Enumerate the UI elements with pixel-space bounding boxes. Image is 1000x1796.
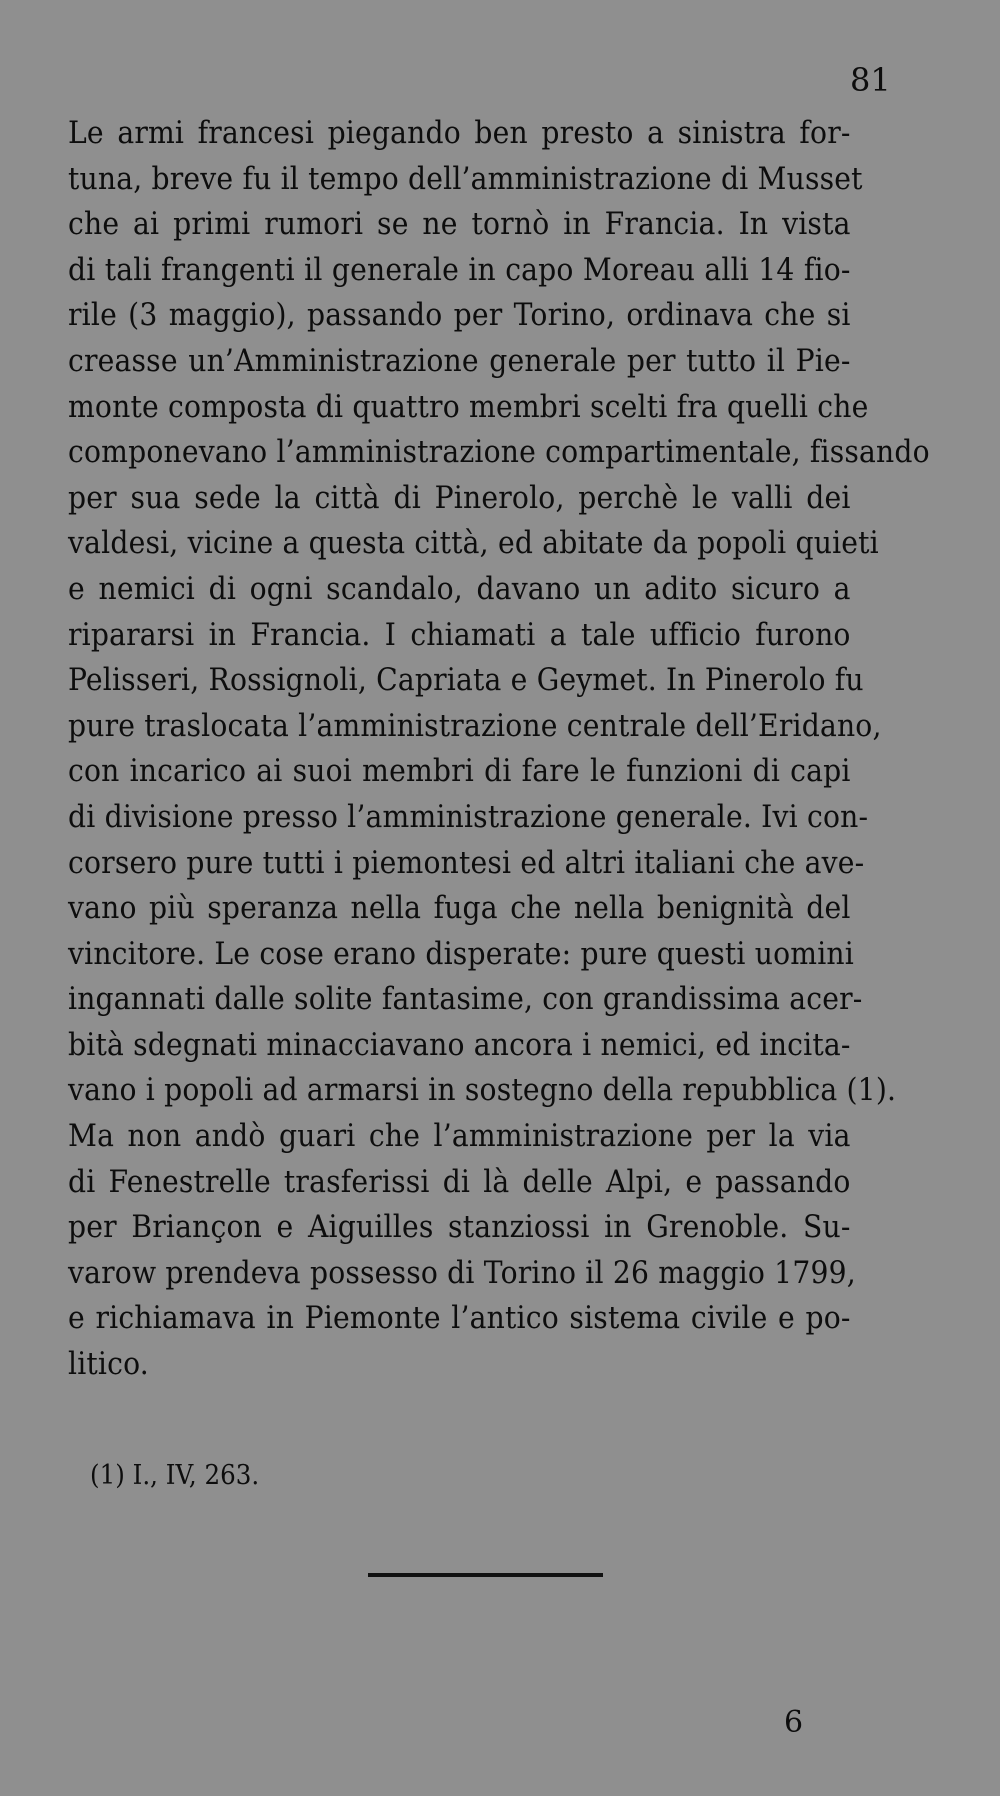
page-number: 81 xyxy=(850,61,891,99)
text-line: di tali frangenti il generale in capo Moreau alli 14 fio- xyxy=(68,251,851,288)
text-line: bità sdegnati minacciavano ancora i nemici, ed incita- xyxy=(68,1026,851,1063)
text-line: Pelisseri, Rossignoli, Capriata e Geymet. In Pinerolo fu xyxy=(68,662,864,699)
text-line: valdesi, vicine a questa città, ed abitate da popoli quieti xyxy=(68,525,879,562)
text-line: vincitore. Le cose erano disperate: pure questi uomini xyxy=(68,935,854,972)
text-line: pure traslocata l’amministrazione centrale dell’Eridano, xyxy=(68,707,882,744)
text-line: creasse un’Amministrazione generale per tutto il Pie- xyxy=(68,342,851,379)
text-line: corsero pure tutti i piemontesi ed altri italiani che ave- xyxy=(68,844,865,881)
text-line: vano più speranza nella fuga che nella benignità del xyxy=(68,890,851,927)
text-line: di divisione presso l’amministrazione generale. Ivi con- xyxy=(68,798,869,835)
text-line: per Briançon e Aiguilles stanziossi in Grenoble. Su- xyxy=(68,1209,851,1246)
text-line: ripararsi in Francia. I chiamati a tale ufficio furono xyxy=(68,616,851,653)
footnote: (1) I., IV, 263. xyxy=(90,1460,260,1491)
separator-rule xyxy=(368,1573,603,1577)
text-line: per sua sede la città di Pinerolo, perchè le valli dei xyxy=(68,479,851,516)
text-line: che ai primi rumori se ne tornò in Francia. In vista xyxy=(68,206,851,243)
signature-mark: 6 xyxy=(784,1705,804,1740)
text-line: componevano l’amministrazione compartimentale, fissando xyxy=(68,434,930,471)
text-line: litico. xyxy=(68,1346,149,1383)
text-line: Le armi francesi piegando ben presto a sinistra for- xyxy=(68,115,851,151)
text-line: tuna, breve fu il tempo dell’amministrazione di Musset xyxy=(68,160,863,197)
text-line: monte composta di quattro membri scelti fra quelli che xyxy=(68,388,869,425)
text-line: e nemici di ogni scandalo, davano un adito sicuro a xyxy=(68,570,851,607)
text-line: vano i popoli ad armarsi in sostegno della repubblica (1). xyxy=(68,1072,897,1109)
text-line: varow prendeva possesso di Torino il 26 maggio 1799, xyxy=(68,1254,856,1291)
text-line: con incarico ai suoi membri di fare le funzioni di capi xyxy=(68,753,851,790)
text-line: Ma non andò guari che l’amministrazione per la via xyxy=(68,1118,851,1155)
text-line: di Fenestrelle trasferissi di là delle Alpi, e passando xyxy=(68,1163,851,1200)
body-text xyxy=(68,111,928,1388)
text-line: ingannati dalle solite fantasime, con grandissima acer- xyxy=(68,981,863,1018)
text-line: e richiamava in Piemonte l’antico sistema civile e po- xyxy=(68,1300,851,1337)
text-line: rile (3 maggio), passando per Torino, ordinava che si xyxy=(68,297,851,334)
